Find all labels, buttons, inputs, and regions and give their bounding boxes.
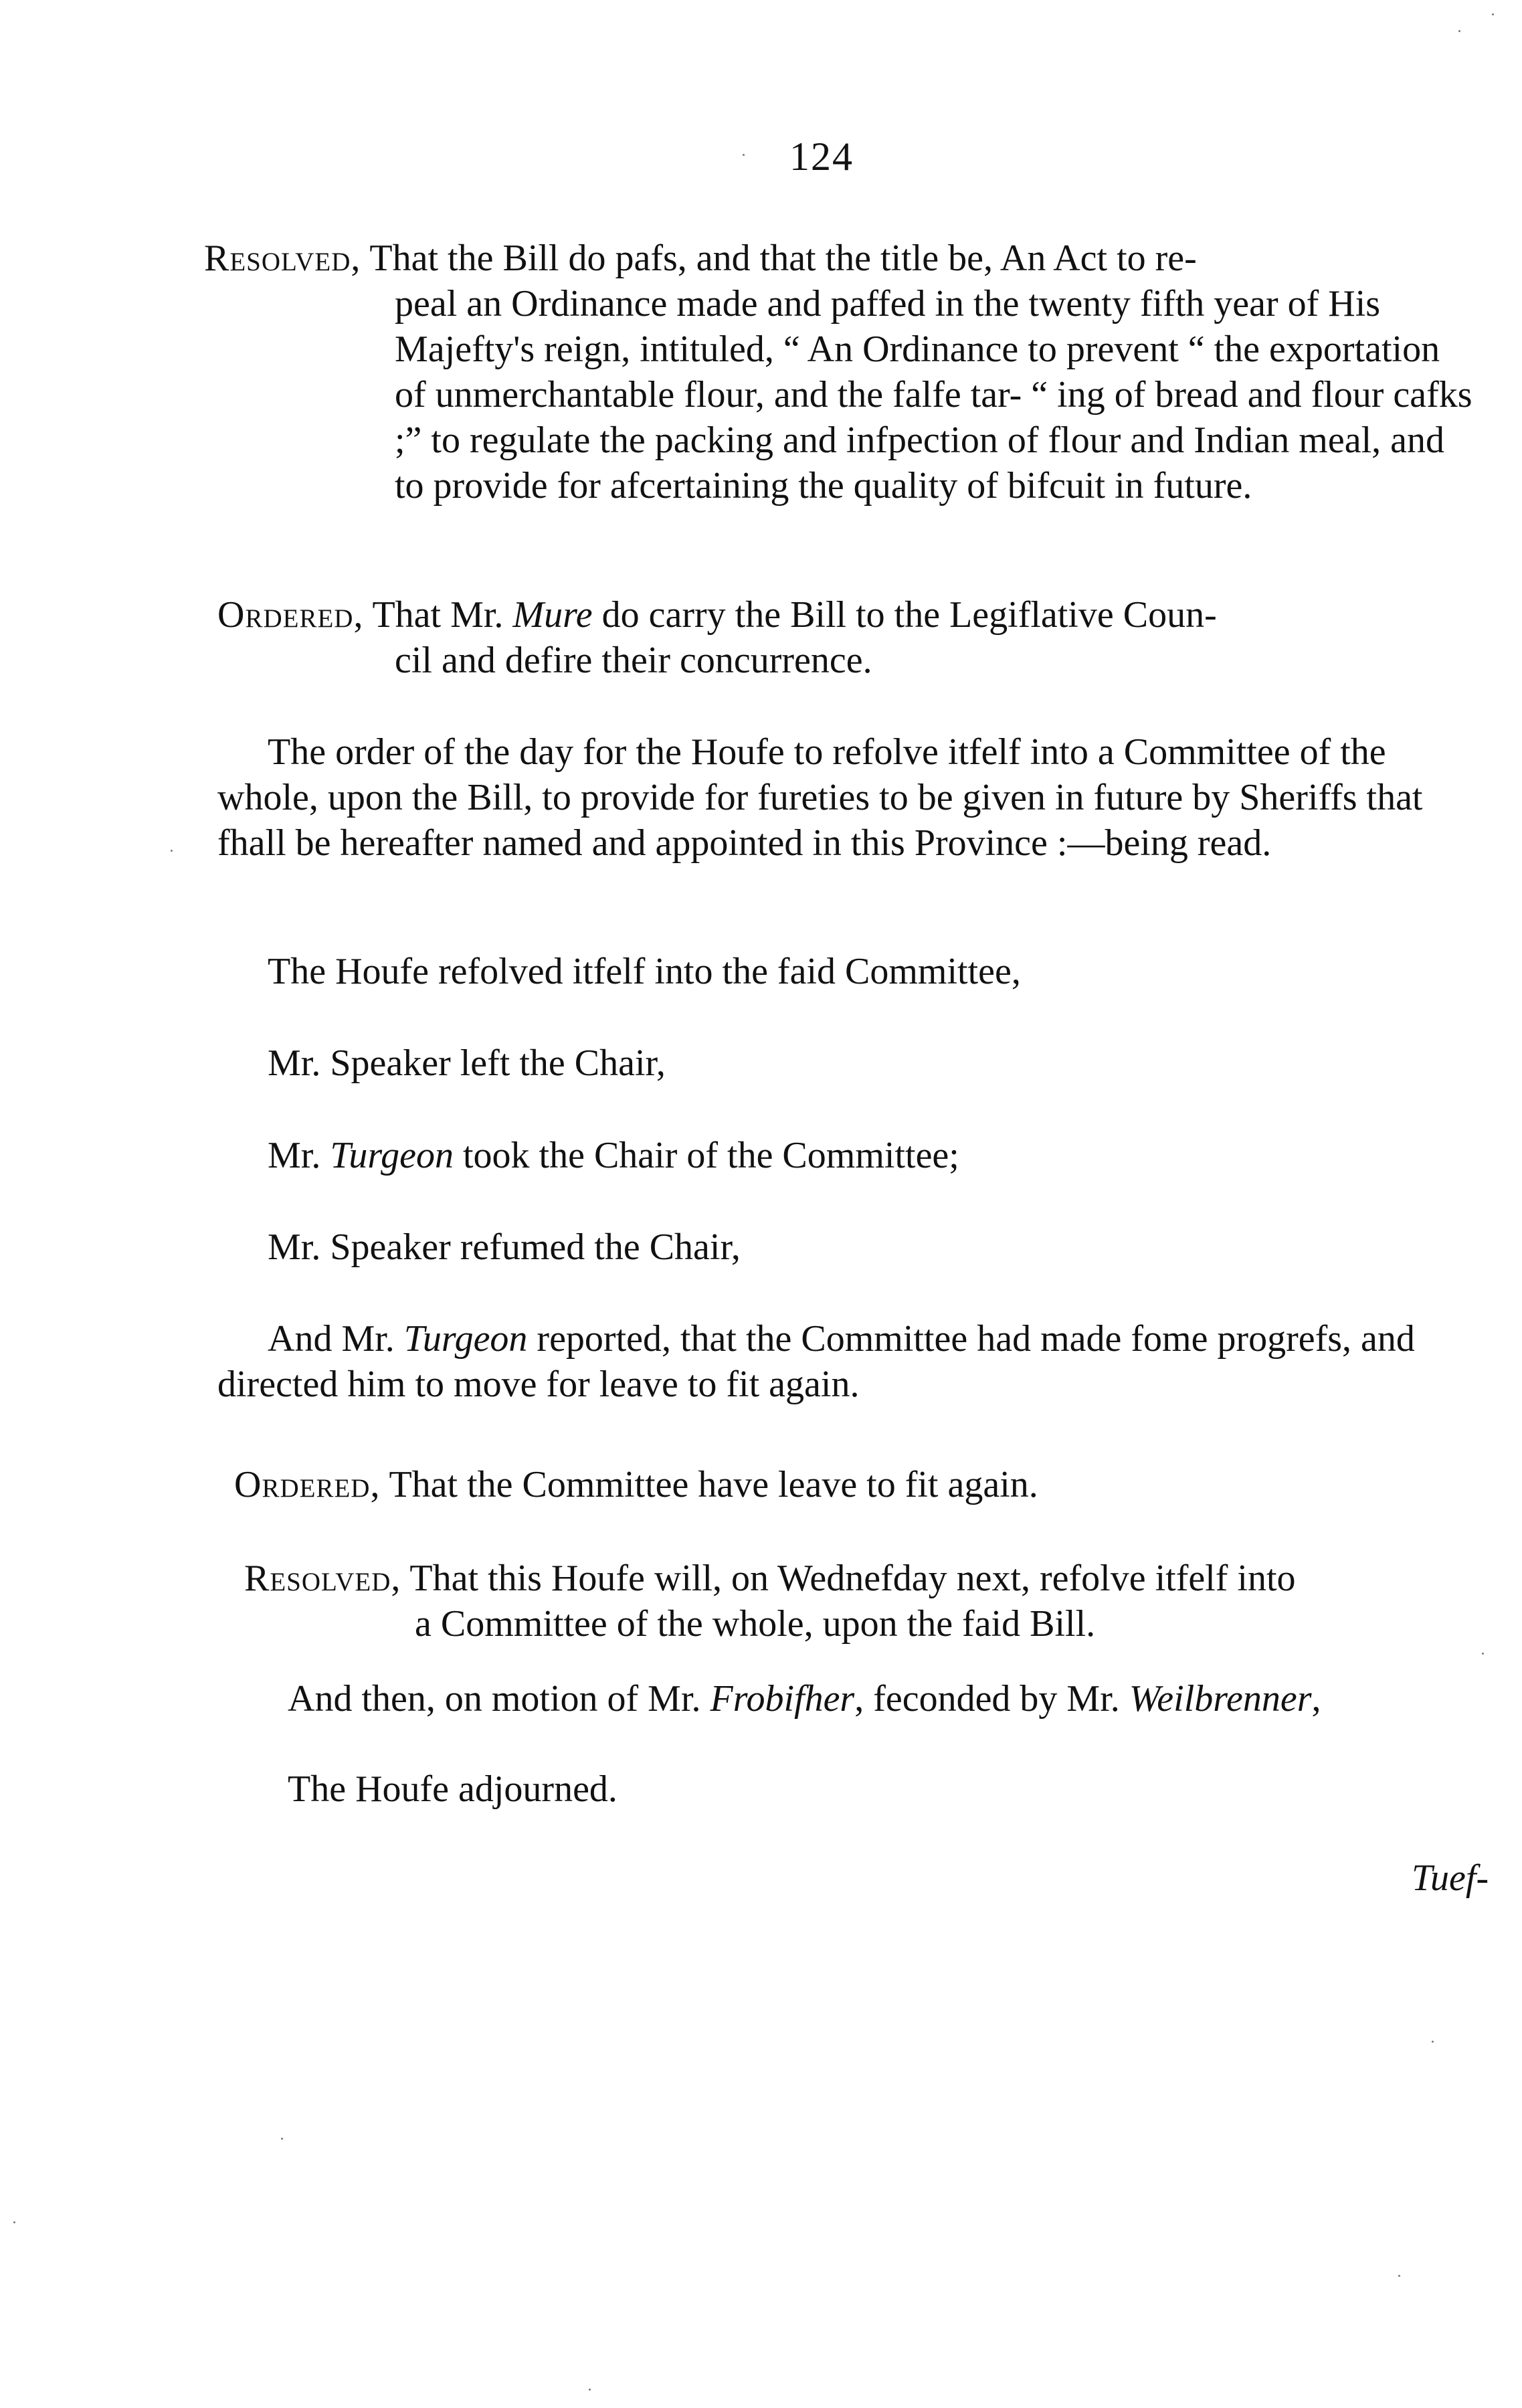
- resolved-lead: Resolved,: [204, 238, 361, 279]
- member-name-turgeon-report: Turgeon: [403, 1318, 528, 1360]
- scan-speck: [589, 2389, 591, 2391]
- member-name-turgeon: Turgeon: [330, 1135, 454, 1176]
- resolved-paragraph-2: [244, 1556, 1475, 1647]
- chair-taken-after: took the Chair of the Committee;: [453, 1135, 959, 1176]
- scan-speck: [13, 2221, 15, 2223]
- scan-speck: [171, 850, 173, 852]
- member-name-frobisher: Frobifher: [710, 1678, 855, 1720]
- resolved-first-line: That the Bill do pafs, and that the title be, An Act to re-: [361, 238, 1197, 279]
- resolved-continuation: peal an Ordinance made and paffed in the twenty fifth year of His Majefty's reign, intituled, “ An Ordinance to prevent “ the exportation of unmerchantable flour, and the falfe tar- “ ing of bread and flour cafks ;” to regulate the packing and infpection of flour and Indian meal, and to provide for afcertaining the quality of bifcuit in future.: [395, 283, 1472, 506]
- ordered-text-before: That Mr.: [363, 594, 513, 636]
- member-name-mure: Mure: [512, 594, 593, 636]
- resolved-continuation-2: a Committee of the whole, upon the faid Bill.: [415, 1603, 1096, 1645]
- scan-speck: [1458, 30, 1460, 32]
- chair-taken-line: [268, 1133, 1472, 1178]
- adjourn-before: And then, on motion of Mr.: [288, 1678, 710, 1720]
- catchword: Tuef-: [1412, 1857, 1489, 1899]
- ordered-lead-2: Ordered,: [234, 1464, 381, 1505]
- ordered-lead: Ordered,: [217, 594, 364, 636]
- order-of-day-paragraph: The order of the day for the Houfe to refolve itfelf into a Committee of the whole, upon the Bill, to provide for fureties to be given in future by Sheriffs that fhall be hereafter named and appointed in this Province :—being read.: [217, 731, 1423, 864]
- report-before: And Mr.: [268, 1318, 404, 1360]
- chair-taken-before: Mr.: [268, 1135, 330, 1176]
- page-number: 124: [789, 134, 854, 179]
- scan-speck: [1432, 2041, 1434, 2043]
- member-name-weilbrenner: Weilbrenner: [1129, 1678, 1312, 1720]
- adjourn-middle: , feconded by Mr.: [854, 1678, 1129, 1720]
- report-paragraph: [217, 1316, 1472, 1407]
- scan-speck: [281, 2138, 283, 2140]
- report-after: reported, that the Committee had made fome progrefs, and directed him to move for leave to fit again.: [217, 1318, 1415, 1405]
- speaker-left-line: Mr. Speaker left the Chair,: [268, 1042, 666, 1084]
- house-resolved-line: The Houfe refolved itfelf into the faid Committee,: [268, 951, 1021, 992]
- ordered-text-after: do carry the Bill to the Legiflative Coun-: [592, 594, 1217, 636]
- adjourn-motion-line: [288, 1676, 1492, 1722]
- scan-speck: [1492, 13, 1494, 15]
- ordered-paragraph-1: [217, 592, 1475, 683]
- scan-speck: [1398, 2275, 1400, 2277]
- speaker-resumed-line: Mr. Speaker refumed the Chair,: [268, 1226, 741, 1268]
- ordered-continuation: cil and defire their concurrence.: [395, 640, 872, 681]
- ordered-text-2: That the Committee have leave to fit again.: [380, 1464, 1038, 1505]
- resolved-first-line-2: That this Houfe will, on Wednefday next, refolve itfelf into: [401, 1558, 1296, 1599]
- adjourn-after: ,: [1311, 1678, 1321, 1720]
- scan-speck: [1482, 1653, 1484, 1655]
- resolved-lead-2: Resolved,: [244, 1558, 401, 1599]
- ordered-paragraph-2: [234, 1462, 1472, 1507]
- adjourned-line: The Houfe adjourned.: [288, 1768, 617, 1810]
- resolved-paragraph-1: [204, 236, 1475, 508]
- scan-speck: [743, 154, 745, 156]
